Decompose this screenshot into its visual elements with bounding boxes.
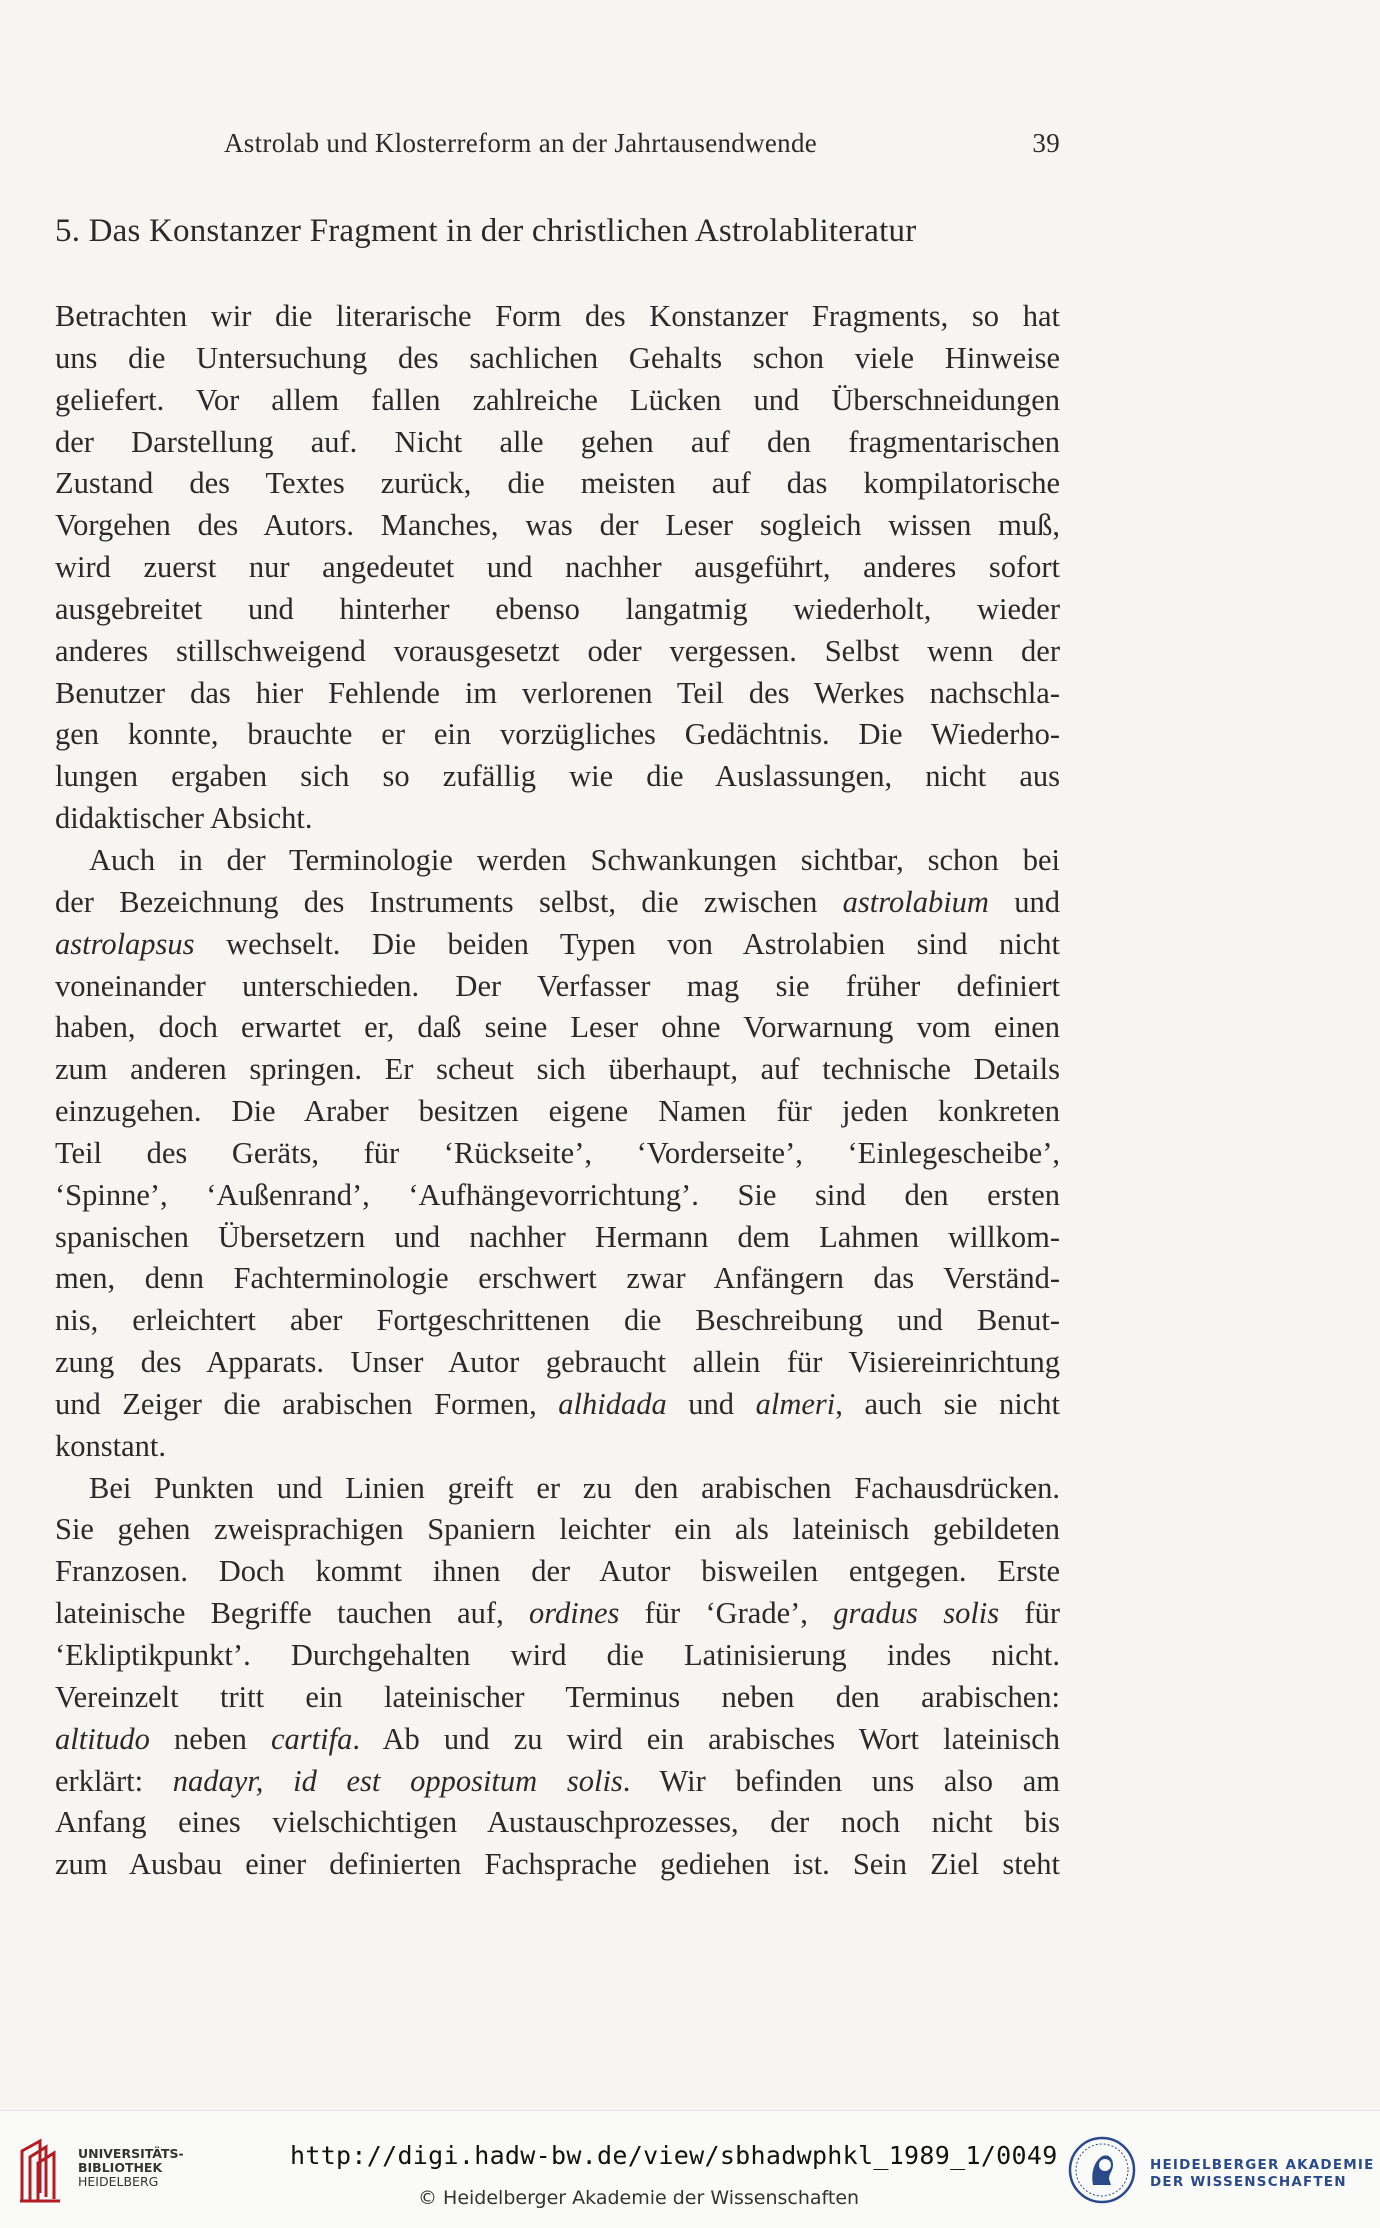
academy-line: DER WISSENSCHAFTEN [1150,2174,1347,2190]
text-line: voneinander unterschieden. Der Verfasser mag sie früher definiert [55,968,1060,1003]
text-line: lateinische Begriffe tauchen auf, ordines für ‘Grade’, gradus solis für [55,1596,1060,1631]
text-line: wird zuerst nur angedeutet und nachher ausgeführt, anderes sofort [55,550,1060,585]
academy-name [1150,2157,1375,2191]
text-line: didaktischer Absicht. [55,801,313,836]
text-line: ausgebreitet und hinterher ebenso langatmig wiederholt, wieder [55,591,1060,626]
text-line: der Darstellung auf. Nicht alle gehen auf den fragmentarischen [55,424,1060,459]
text-line: zung des Apparats. Unser Autor gebraucht allein für Visiereinrichtung [55,1345,1060,1380]
text-line: erklärt: nadayr, id est oppositum solis. Wir befinden uns also am [55,1763,1060,1798]
italic-term: nadayr, id est oppositum solis [172,1763,623,1798]
italic-term: astrolapsus [55,926,195,961]
library-line: HEIDELBERG [78,2174,159,2189]
university-library-name [78,2147,184,2189]
running-title: Astrolab und Klosterreform an der Jahrtausendwende [224,128,818,158]
text-line: spanischen Übersetzern und nachher Hermann dem Lahmen willkom- [55,1219,1060,1254]
text-line: Bei Punkten und Linien greift er zu den arabischen Fachausdrücken. [89,1470,1060,1505]
italic-term: astrolabium [842,884,989,919]
text-line: uns die Untersuchung des sachlichen Gehalts schon viele Hinweise [55,340,1060,375]
italic-term: alhidada [558,1386,667,1421]
text-line: Vorgehen des Autors. Manches, was der Leser sogleich wissen muß, [55,508,1060,543]
text-line: Vereinzelt tritt ein lateinischer Terminus neben den arabischen: [55,1679,1060,1714]
academy-seal-icon [1067,2135,1137,2205]
text-line: einzugehen. Die Araber besitzen eigene Namen für jeden konkreten [55,1094,1060,1129]
text-line: konstant. [55,1428,166,1463]
text-line: zum anderen springen. Er scheut sich überhaupt, auf technische Details [55,1052,1060,1087]
italic-term: gradus solis [833,1596,1000,1631]
text-line: Anfang eines vielschichtigen Austauschprozesses, der noch nicht bis [55,1805,1060,1840]
section-heading: 5. Das Konstanzer Fragment in der christlichen Astrolabliteratur [55,213,917,249]
text-line: Sie gehen zweisprachigen Spaniern leichter ein als lateinisch gebildeten [55,1512,1060,1547]
italic-term: cartifa [271,1721,353,1756]
paragraph [55,840,1060,1468]
text-line: astrolapsus wechselt. Die beiden Typen von Astrolabien sind nicht [55,926,1060,961]
italic-term: ordines [528,1596,620,1631]
university-library-logo-icon [16,2135,68,2205]
text-line: nis, erleichtert aber Fortgeschrittenen die Beschreibung und Benut- [55,1303,1060,1338]
academy-line: HEIDELBERGER AKADEMIE [1150,2157,1375,2173]
text-line: Benutzer das hier Fehlende im verlorenen Teil des Werkes nachschla- [55,675,1060,710]
footer-bar [0,2110,1380,2228]
text-line: ‘Spinne’, ‘Außenrand’, ‘Aufhängevorrichtung’. Sie sind den ersten [55,1177,1060,1212]
text-line: ‘Ekliptikpunkt’. Durchgehalten wird die Latinisierung indes nicht. [55,1638,1060,1672]
permalink-url[interactable]: http://digi.hadw-bw.de/view/sbhadwphkl_1989_1/0049 [290,2141,1058,2170]
copyright-notice: © Heidelberger Akademie der Wissenschaften [418,2187,860,2209]
paragraph [55,296,1060,840]
text-line: haben, doch erwartet er, daß seine Leser ohne Vorwarnung vom einen [55,1010,1060,1045]
text-line: Teil des Geräts, für ‘Rückseite’, ‘Vorderseite’, ‘Einlegescheibe’, [55,1135,1060,1170]
text-line: geliefert. Vor allem fallen zahlreiche Lücken und Überschneidungen [55,382,1060,417]
page-number: 39 [1032,128,1060,158]
paragraph [55,1468,1060,1886]
text-line: anderes stillschweigend vorausgesetzt oder vergessen. Selbst wenn der [55,633,1060,668]
body-text [55,296,1060,1886]
text-line: der Bezeichnung des Instruments selbst, die zwischen astrolabium und [55,884,1061,919]
text-line: Auch in der Terminologie werden Schwankungen sichtbar, schon bei [89,842,1060,877]
italic-term: altitudo [55,1721,150,1756]
text-line: zum Ausbau einer definierten Fachsprache gediehen ist. Sein Ziel steht [55,1847,1060,1882]
text-line: Zustand des Textes zurück, die meisten auf das kompilatorische [55,466,1060,501]
text-line: gen konnte, brauchte er ein vorzügliches Gedächtnis. Die Wiederho- [55,717,1060,752]
text-line: men, denn Fachterminologie erschwert zwar Anfängern das Verständ- [55,1261,1060,1296]
italic-term: almeri [755,1386,836,1421]
text-line: altitudo neben cartifa. Ab und zu wird ein arabisches Wort lateinisch [55,1721,1060,1756]
text-line: und Zeiger die arabischen Formen, alhidada und almeri, auch sie nicht [55,1386,1060,1421]
text-line: lungen ergaben sich so zufällig wie die Auslassungen, nicht aus [55,759,1060,794]
text-line: Franzosen. Doch kommt ihnen der Autor bisweilen entgegen. Erste [55,1554,1060,1589]
library-line: UNIVERSITÄTS- [78,2146,184,2161]
library-line: BIBLIOTHEK [78,2160,163,2175]
text-line: Betrachten wir die literarische Form des Konstanzer Fragments, so hat [55,299,1060,333]
